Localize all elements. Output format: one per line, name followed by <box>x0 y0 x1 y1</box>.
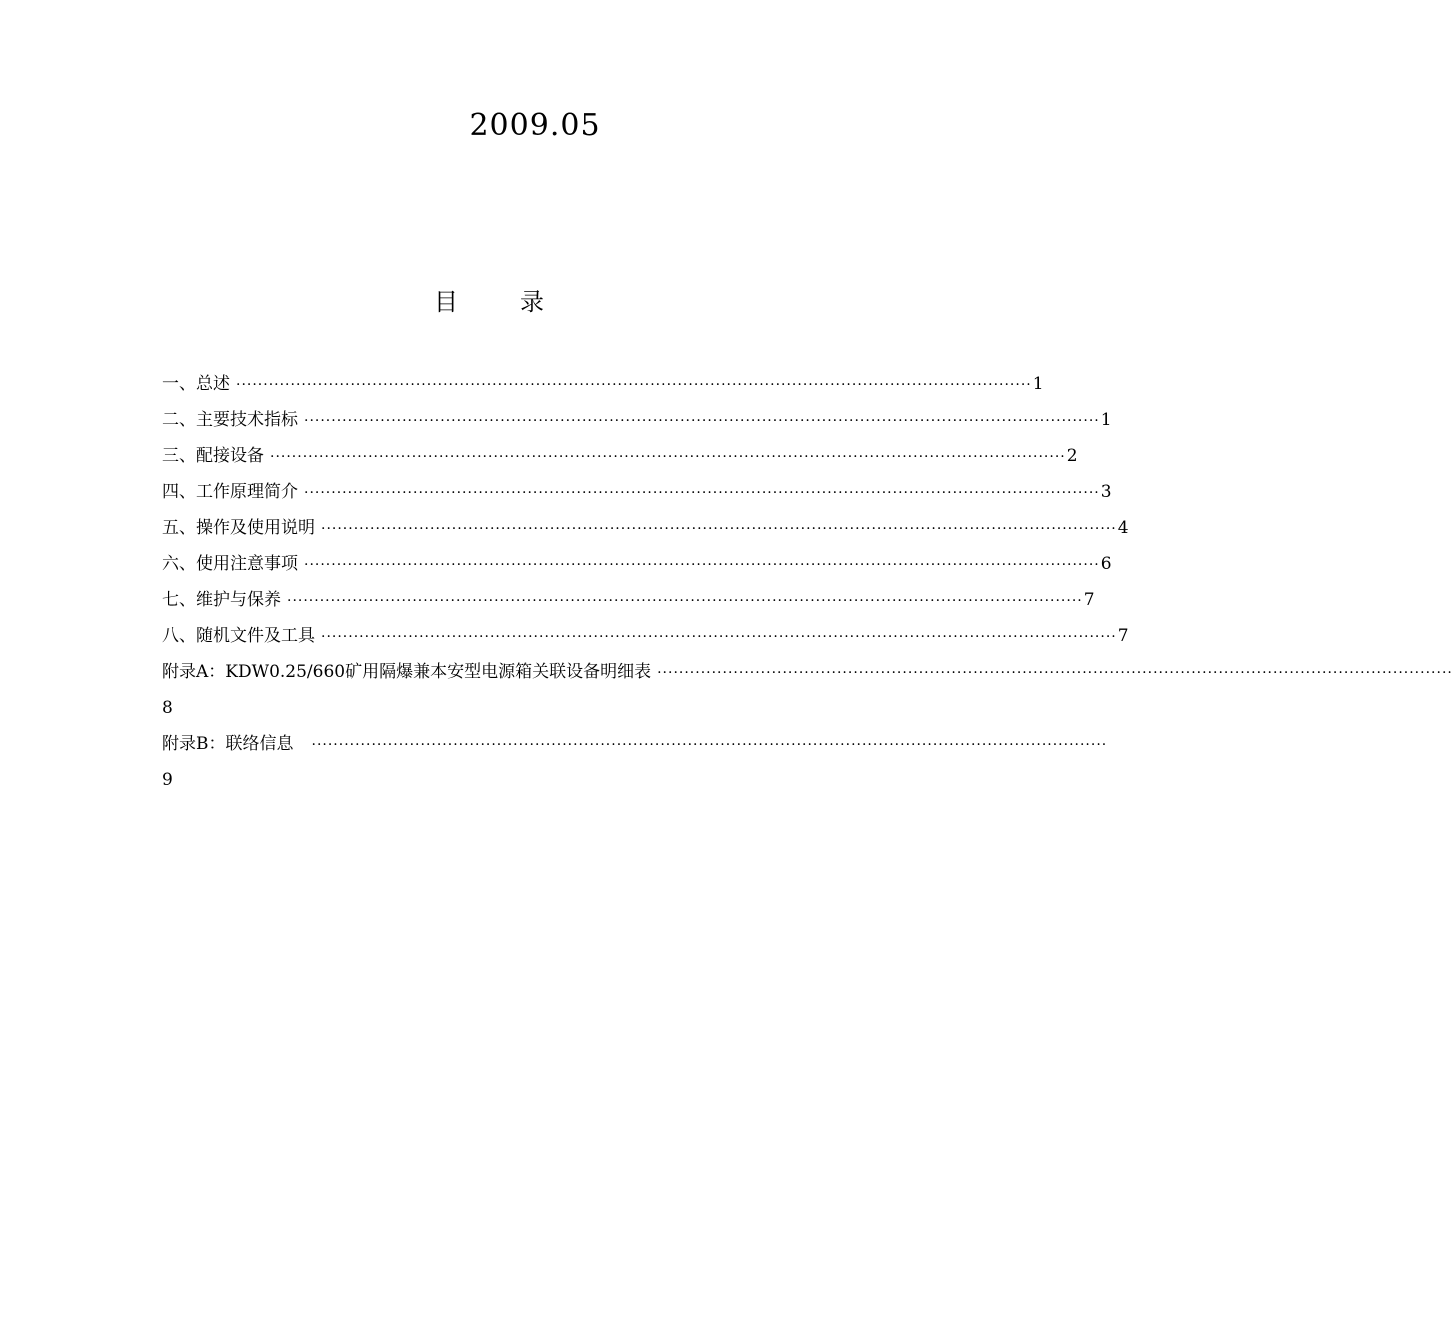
dot-leader: ·················································································································································· <box>311 737 1108 753</box>
dot-leader: ·················································································································································· <box>287 593 1083 609</box>
toc-item-number: 八 <box>162 626 179 646</box>
toc-item-label: 、操作及使用说明 <box>179 518 315 538</box>
toc-item[interactable] <box>162 402 1112 438</box>
dot-leader: ·················································································································································· <box>657 665 1453 681</box>
toc-title-char-1: 目 <box>434 288 458 316</box>
toc-item-page: 3 <box>1100 482 1112 502</box>
toc-item[interactable] <box>162 546 1112 582</box>
toc-item-label: 、配接设备 <box>179 446 264 466</box>
toc-item[interactable] <box>162 582 1095 618</box>
dot-leader: ·················································································································································· <box>304 485 1100 501</box>
toc-title <box>434 284 544 320</box>
toc-item-page: 6 <box>1100 554 1112 574</box>
toc-item[interactable] <box>162 438 1078 474</box>
document-date: 2009.05 <box>469 108 601 143</box>
toc-item[interactable] <box>162 366 1044 402</box>
table-of-contents <box>162 366 1453 798</box>
toc-item-page: 2 <box>1066 446 1078 466</box>
toc-item-label: 、维护与保养 <box>179 590 281 610</box>
toc-item-number: 五 <box>162 518 179 538</box>
toc-item-label: 、随机文件及工具 <box>179 626 315 646</box>
toc-item-number: 三 <box>162 446 179 466</box>
toc-item-page: 1 <box>1032 374 1044 394</box>
dot-leader: ·················································································································································· <box>270 449 1066 465</box>
dot-leader: ·················································································································································· <box>321 521 1117 537</box>
dot-leader: ·················································································································································· <box>304 413 1100 429</box>
toc-appendix-a[interactable] <box>162 654 1453 690</box>
toc-appendix-label: 附录A：KDW0.25/660矿用隔爆兼本安型电源箱关联设备明细表 <box>162 662 652 682</box>
toc-item-page: 1 <box>1100 410 1112 430</box>
toc-item-label: 、主要技术指标 <box>179 410 298 430</box>
toc-item-number: 七 <box>162 590 179 610</box>
toc-appendix-b[interactable] <box>162 726 1108 762</box>
toc-item-label: 、使用注意事项 <box>179 554 298 574</box>
toc-item[interactable] <box>162 618 1129 654</box>
toc-item-label: 、总述 <box>179 374 230 394</box>
toc-appendix-page: 9 <box>162 770 173 790</box>
toc-item[interactable] <box>162 510 1129 546</box>
toc-item-page: 4 <box>1117 518 1129 538</box>
toc-appendix-page: 8 <box>162 698 173 718</box>
toc-title-char-2: 录 <box>520 288 544 316</box>
dot-leader: ·················································································································································· <box>321 629 1117 645</box>
toc-appendix-label: 附录B：联络信息 <box>162 734 294 754</box>
toc-item-page: 7 <box>1083 590 1095 610</box>
toc-item[interactable] <box>162 474 1112 510</box>
toc-item-page: 7 <box>1117 626 1129 646</box>
dot-leader: ·················································································································································· <box>236 377 1032 393</box>
toc-item-number: 一 <box>162 374 179 394</box>
toc-item-label: 、工作原理简介 <box>179 482 298 502</box>
toc-item-number: 六 <box>162 554 179 574</box>
toc-item-number: 四 <box>162 482 179 502</box>
toc-item-number: 二 <box>162 410 179 430</box>
dot-leader: ·················································································································································· <box>304 557 1100 573</box>
